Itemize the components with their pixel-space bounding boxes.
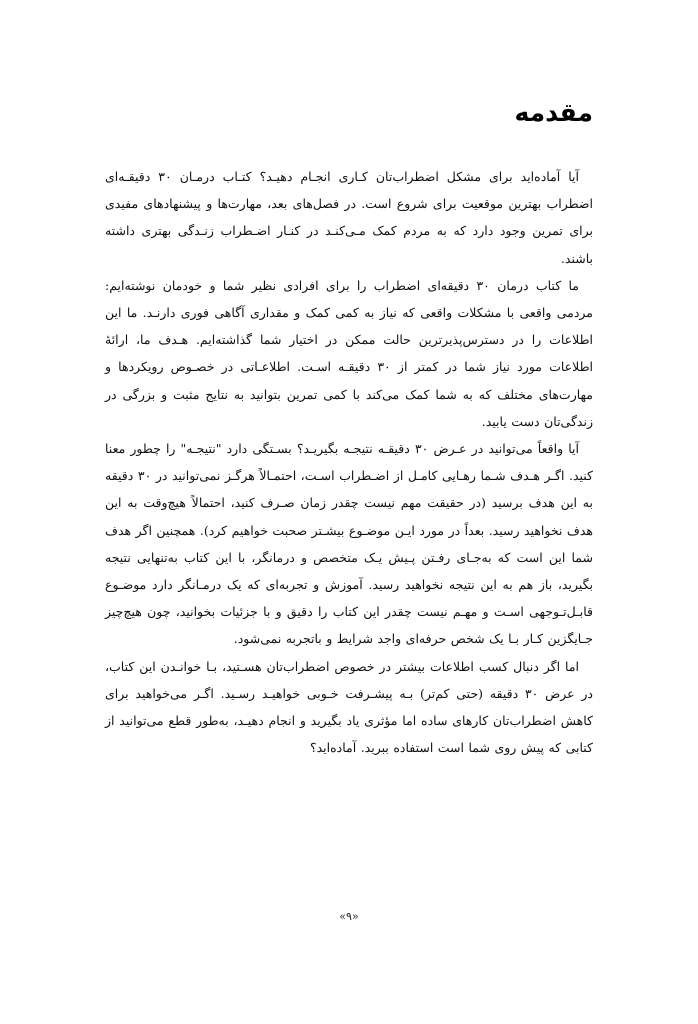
chapter-heading: مقدمه — [514, 98, 593, 127]
paragraph-1: آیا آماده‌اید برای مشکل اضطراب‌تان کـاری انجـام دهیـد؟ کتـاب درمـان ۳۰ دقیقـه‌ای اضطراب بهترین موقعیت برای شروع است. در فصل‌های بعد، مهارت‌ها و پیشنهادهای مفیدی برای تمرین وجود دارد که به مردم کمک مـی‌کنـد در کنـار اضـطراب زنـدگی بهتری داشته باشند. — [105, 169, 593, 266]
paragraph-2: ما کتاب درمان ۳۰ دقیقه‌ای اضطراب را برای افرادی نظیر شما و خودمان نوشته‌ایم: مردمی واقعی با مشکلات واقعی که نیاز به کمی کمک و مقداری آگاهی فوری دارنـد. ما این اطلاعات را در دسترس‌پذیرترین حالت ممکن در اختیار شما گذاشته‌ایم. هـدف ما، ارائهٔ اطلاعات مورد نیاز شما در کمتر از ۳۰ دقیقـه اسـت. اطلاعـاتی در خصـوص رویکردها و مهارت‌های مختلف که به شما کمک می‌کند با کمی تمرین بتوانید به نتایج مثبت و بزرگی در زندگی‌تان دست یابید. — [105, 277, 593, 429]
page-number: «۹» — [339, 910, 359, 923]
body-text — [105, 163, 593, 761]
paragraph-3: آیا واقعاً می‌توانید در عـرض ۳۰ دقیقـه نتیجـه بگیریـد؟ بسـتگی دارد "نتیجـه" را چطور معنا کنید. اگـر هـدف شـما رهـایی کامـل از اضـطراب اسـت، احتمـالاً هرگـز نمی‌توانید در ۳۰ دقیقه به این هدف برسید (در حقیقت مهم نیست چقدر زمان صـرف کنید، احتمالاً هیچ‌وقت به این هدف نخواهید رسید. بعداً در مورد ایـن موضـوع بیشـتر صحبت خواهیم کرد). همچنین اگر هدف شما این است که به‌جـای رفـتن پـیش یـک متخصص و درمانگر، با این کتاب به‌تنهایی نتیجه بگیرید، باز هم به این نتیجه نخواهید رسید. آموزش و تجربه‌ای که یک درمـانگر دارد موضـوع قابـل‌تـوجهی اسـت و مهـم نیست چقدر این کتاب را دقیق و با جزئیات بخوانید، چون هیچ‌چیز جـایگزین کـار بـا یک شخص حرفه‌ای واجد شرایط و باتجربه نمی‌شود. — [105, 441, 593, 647]
paragraph-4: اما اگر دنبال کسب اطلاعات بیشتر در خصوص اضطراب‌تان هسـتید، بـا خوانـدن این کتاب، در عرض ۳۰ دقیقه (حتی کم‌تر) بـه پیشـرفت خـوبی خواهیـد رسـید. اگـر می‌خواهید برای کاهش اضطراب‌تان کارهای ساده اما مؤثری یاد بگیرید و انجام دهیـد، به‌طور قطع می‌توانید از کتابی که پیش روی شما است استفاده ببرید. آماده‌اید؟ — [105, 658, 593, 756]
